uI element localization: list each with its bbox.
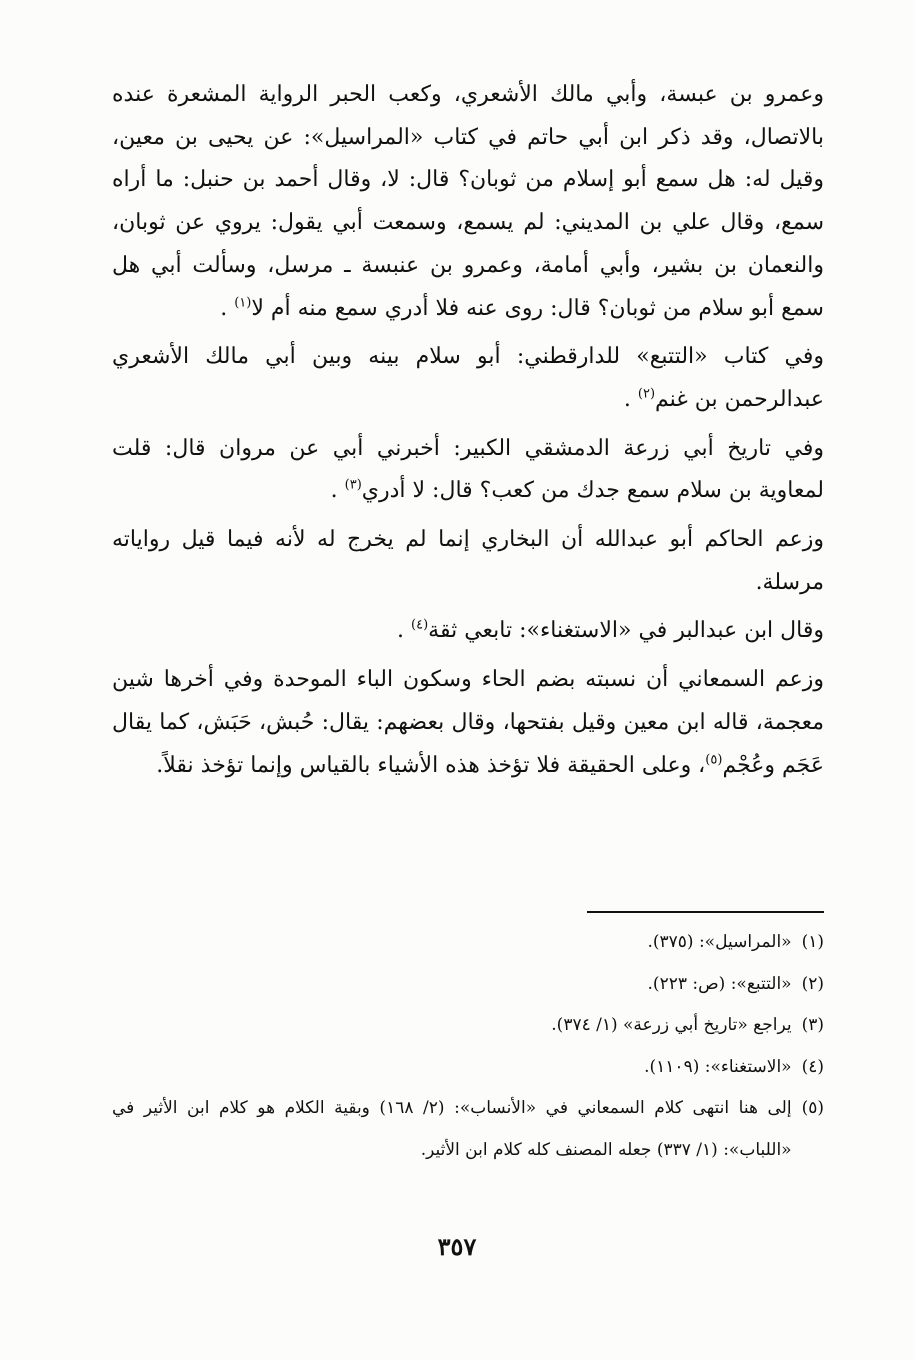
footnote-item (112, 1088, 824, 1171)
paragraph-text: وزعم السمعاني أن نسبته بضم الحاء وسكون الباء الموحدة وفي أخرها شين معجمة، قاله ابن معين وقيل بفتحها، وقال بعضهم: يقال: حُبش، حَبَش، كما يقال عَجَم وعُجْم (112, 667, 824, 778)
footnote-ref: (١) (234, 295, 252, 311)
paragraph-text-end: ، وعلى الحقيقة فلا تؤخذ هذه الأشياء بالقياس وإنما تؤخذ نقلاً. (156, 752, 706, 778)
paragraph-text: وعمرو بن عبسة، وأبي مالك الأشعري، وكعب الحبر الرواية المشعرة عنده بالاتصال، وقد ذكر ابن أبي حاتم في كتاب «المراسيل»: عن يحيى بن معين، وقيل له: هل سمع أبو إسلام من ثوبان؟ قال: لا، وقال أحمد بن حنبل: ما أراه سمع، وقال علي بن المديني: لم يسمع، وسمعت أبي يقول: يروي عن ثوبان، والنعمان بن بشير، وأبي أمامة، وعمرو بن عنبسة ـ مرسل، وسألت أبي هل سمع أبو سلام من ثوبان؟ قال: روى عنه فلا أدري سمع منه أم لا (112, 82, 824, 321)
paragraph-text-end: . (330, 478, 345, 504)
paragraph-text: وقال ابن عبدالبر في «الاستغناء»: تابعي ثقة (428, 618, 824, 644)
footnote-ref: (٣) (344, 478, 362, 493)
footnote-ref: (٤) (411, 618, 429, 634)
main-text (112, 74, 824, 793)
footnote-ref: (٢) (637, 386, 656, 402)
footnote-item (112, 1047, 824, 1089)
paragraph (112, 428, 824, 513)
footnote-item (112, 964, 824, 1006)
footnote-ref: (٥) (705, 752, 723, 768)
paragraph (112, 519, 824, 604)
paragraph (112, 336, 824, 421)
page-number: ٣٥٧ (437, 1232, 477, 1261)
footnote-number: (٥) (801, 1098, 824, 1118)
footnote-text: يراجع «تاريخ أبي زرعة» (١/ ٣٧٤). (551, 1015, 792, 1035)
footnotes (112, 922, 824, 1171)
footnote-number: (٣) (801, 1015, 824, 1035)
footnote-number: (٤) (801, 1056, 824, 1077)
paragraph (112, 74, 824, 330)
paragraph-text: وزعم الحاكم أبو عبدالله أن البخاري إنما لم يخرج له لأنه فيما قيل رواياته مرسلة. (112, 527, 824, 595)
footnote-number: (١) (801, 932, 824, 952)
footnote-separator (587, 911, 824, 913)
paragraph-text-end: . (623, 386, 638, 412)
footnote-text: «الاستغناء»: (١١٠٩). (644, 1056, 792, 1077)
footnote-item (112, 922, 824, 964)
paragraph-text: وفي تاريخ أبي زرعة الدمشقي الكبير: أخبرني أبي عن مروان قال: قلت لمعاوية بن سلام سمع جدك من كعب؟ قال: لا أدري (112, 435, 824, 504)
footnote-text: «التتبع»: (ص: ٢٢٣). (647, 973, 792, 994)
paragraph (112, 659, 824, 787)
paragraph-text-end: . (220, 295, 235, 321)
footnote-text: «المراسيل»: (٣٧٥). (647, 932, 792, 952)
paragraph-text-end: . (397, 618, 412, 644)
paragraph (112, 610, 824, 653)
footnote-item (112, 1005, 824, 1047)
paragraph-text: وفي كتاب «التتبع» للدارقطني: أبو سلام بينه وبين أبي مالك الأشعري عبدالرحمن بن غنم (112, 344, 824, 412)
footnote-number: (٢) (801, 973, 824, 994)
footnote-text: إلى هنا انتهى كلام السمعاني في «الأنساب»: (٢/ ١٦٨) وبقية الكلام هو كلام ابن الأثير في «اللباب»: (١/ ٣٣٧) جعله المصنف كله كلام ابن الأثير. (112, 1098, 792, 1160)
